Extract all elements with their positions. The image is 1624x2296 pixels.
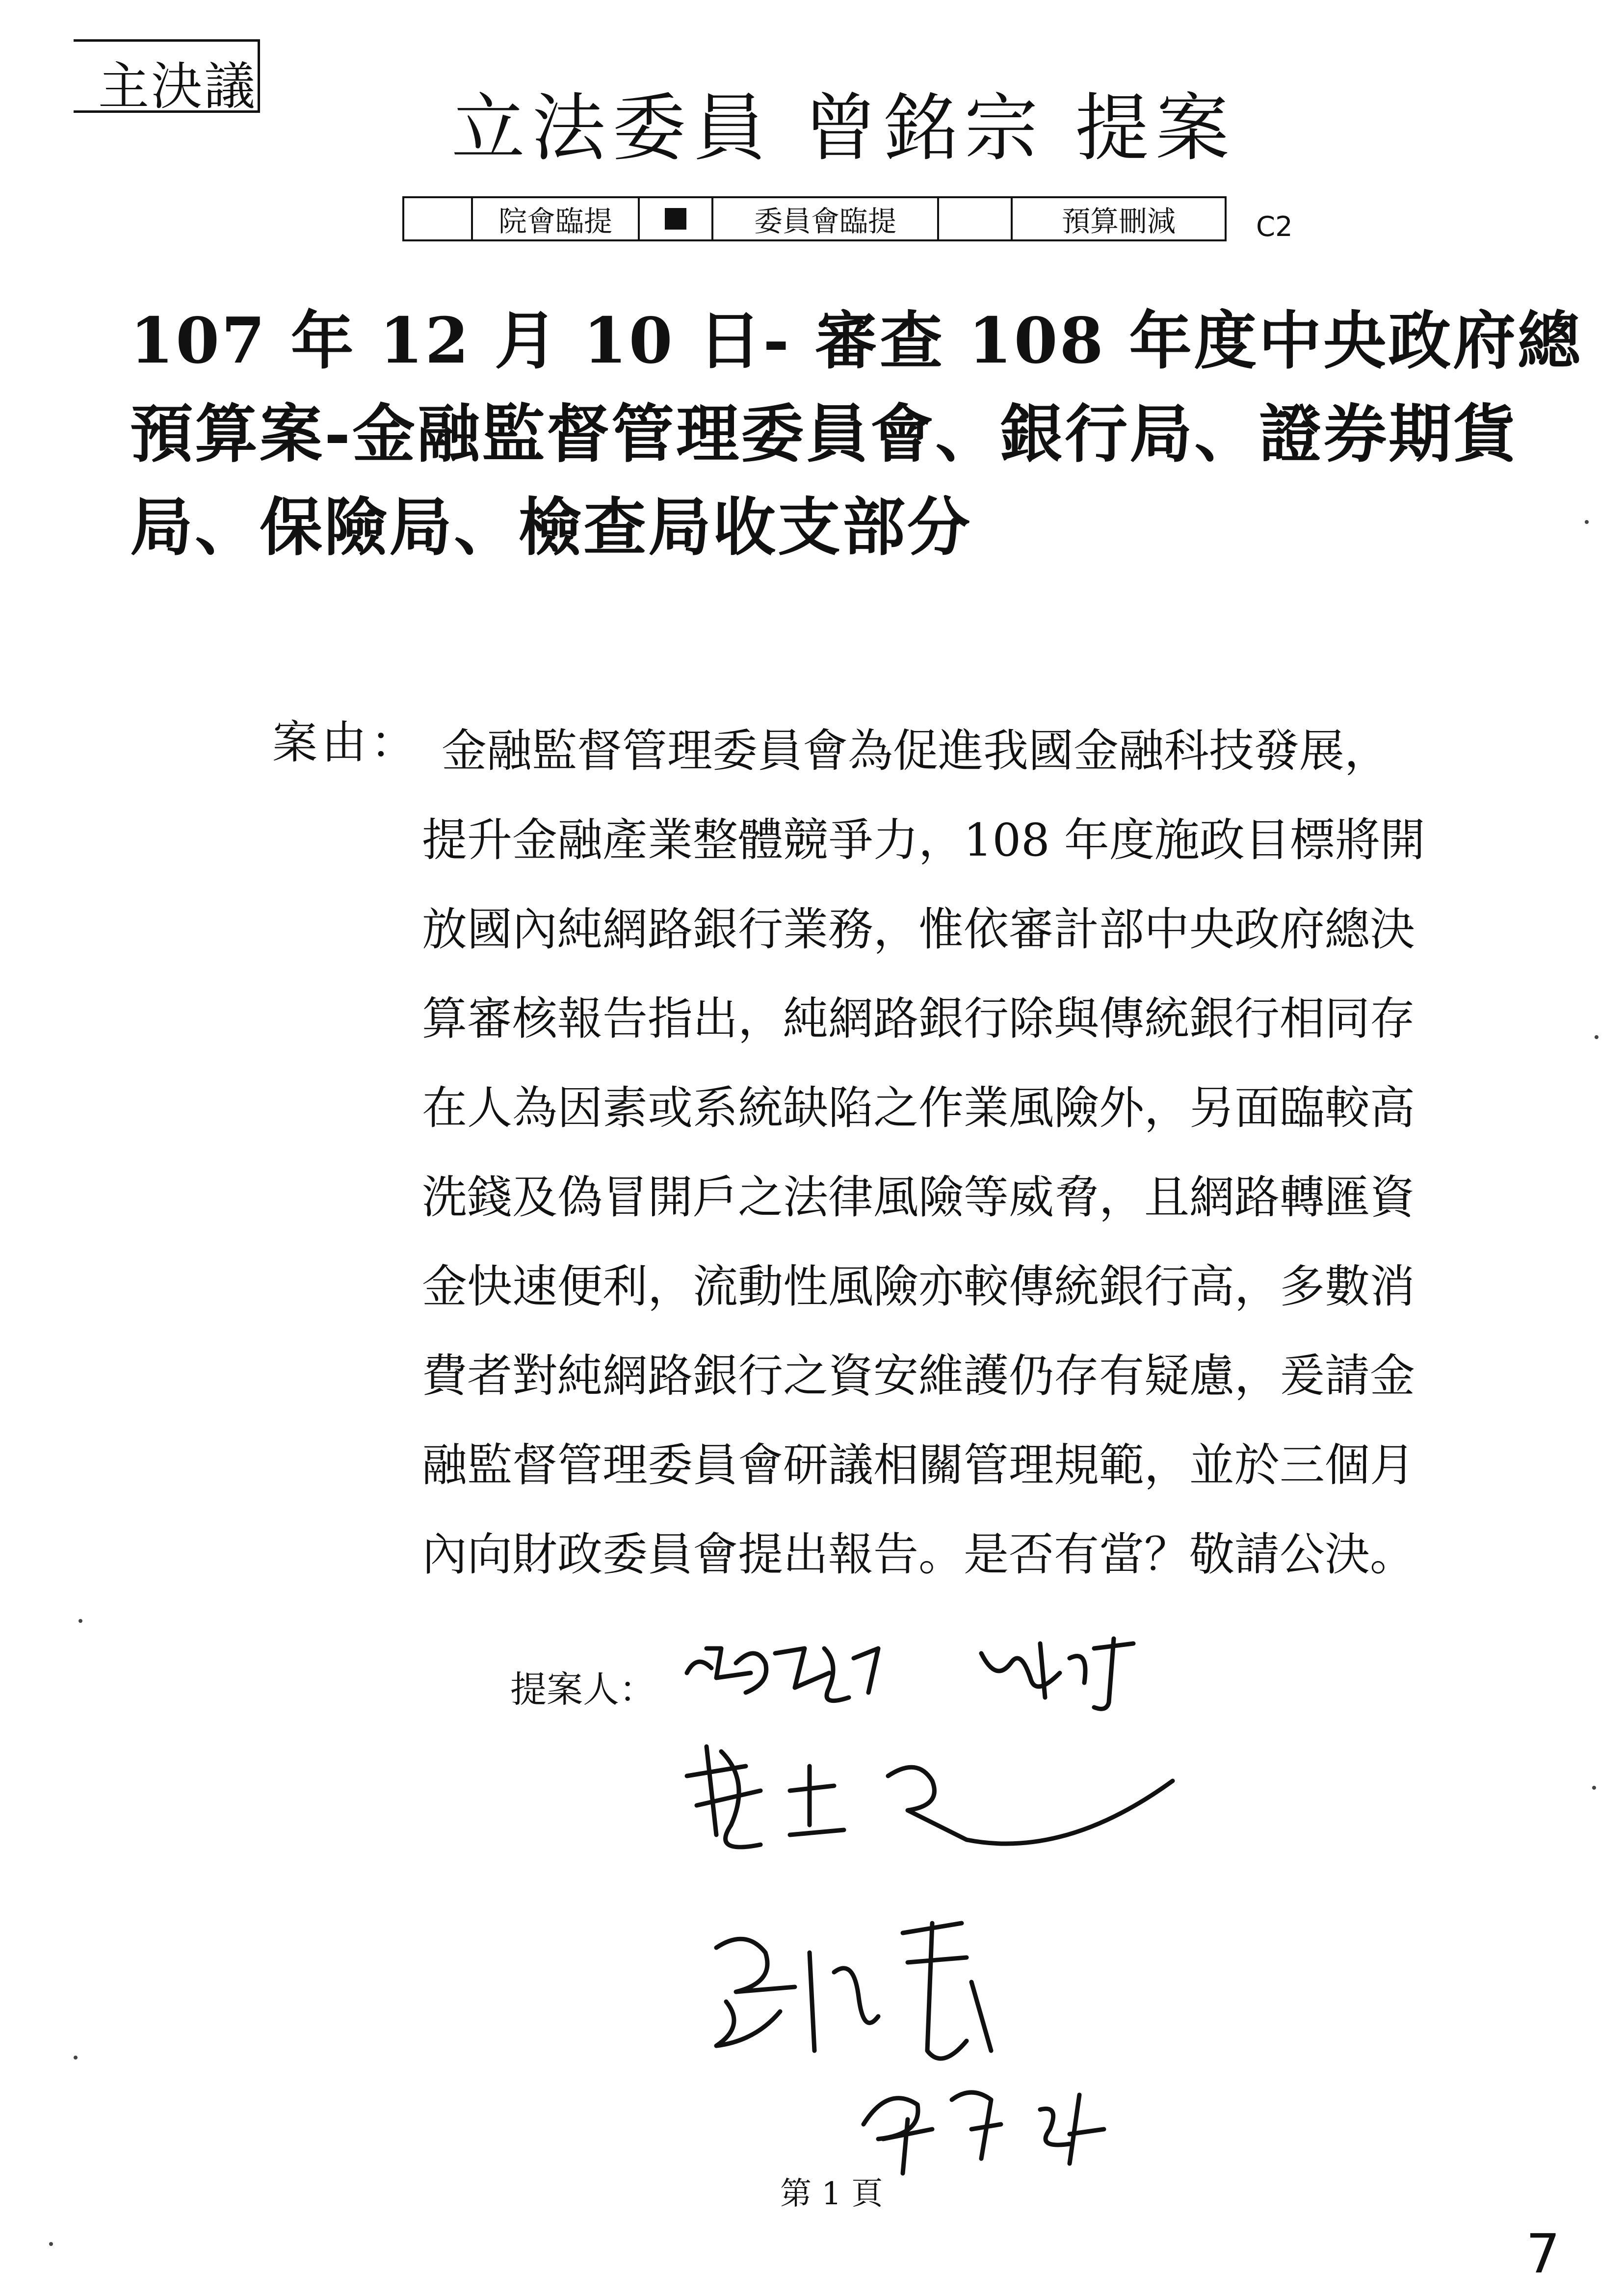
page-number: 第 1 頁	[780, 2176, 883, 2212]
signature-3	[687, 1747, 1173, 1847]
reason-label: 案由：	[272, 716, 420, 769]
signature-2	[981, 1639, 1133, 1709]
scan-speck	[74, 2056, 78, 2060]
signature-1	[687, 1648, 878, 1701]
stamp-label: 主決議	[98, 56, 258, 116]
proposal-type-table	[402, 196, 1227, 241]
checkbox-committee-motion	[640, 198, 713, 239]
checkbox-budget-cut	[939, 198, 1013, 239]
handwritten-note: C2	[1256, 211, 1293, 243]
checked-square-icon	[665, 208, 686, 230]
proposer-label: 提案人：	[510, 1669, 655, 1711]
option-budget-cut: 預算刪減	[1061, 205, 1176, 238]
page-title: 立法委員 曾銘宗 提案	[451, 86, 1236, 171]
scan-speck	[1595, 1035, 1598, 1039]
scan-speck	[79, 1619, 82, 1623]
document-title: 107 年 12 月 10 日- 審查 108 年度中央政府總預算案-金融監督管理委員會、銀行局、證券期貨局、保險局、檢查局收支部分	[130, 304, 1583, 564]
option-floor-motion: 院會臨提	[473, 198, 640, 239]
signature-5	[864, 2092, 1104, 2173]
option-committee-motion: 委員會臨提	[713, 198, 939, 239]
scan-speck	[1592, 1786, 1596, 1790]
corner-mark: 7	[1526, 2222, 1560, 2285]
checkbox-floor-motion	[404, 198, 473, 239]
reason-text: 金融監督管理委員會為促進我國金融科技發展，提升金融產業整體競爭力，108 年度施政目標將開放國內純網路銀行業務，惟依審計部中央政府總決算審核報告指出，純網路銀行除與傳統銀行相同存在人為因素或系統缺陷之作業風險外，另面臨較高洗錢及偽冒開戶之法律風險等威脅，且網路轉匯資金快速便利，流動性風險亦較傳統銀行高，多數消費者對純網路銀行之資安維護仍存有疑慮，爰請金融監督管理委員會研議相關管理規範，並於三個月內向財政委員會提出報告。是否有當？敬請公決。	[422, 725, 1425, 1581]
scan-speck	[49, 2242, 53, 2246]
scan-speck	[1585, 520, 1589, 524]
signatures-area	[677, 1629, 1315, 2188]
signature-4	[716, 1923, 991, 2059]
